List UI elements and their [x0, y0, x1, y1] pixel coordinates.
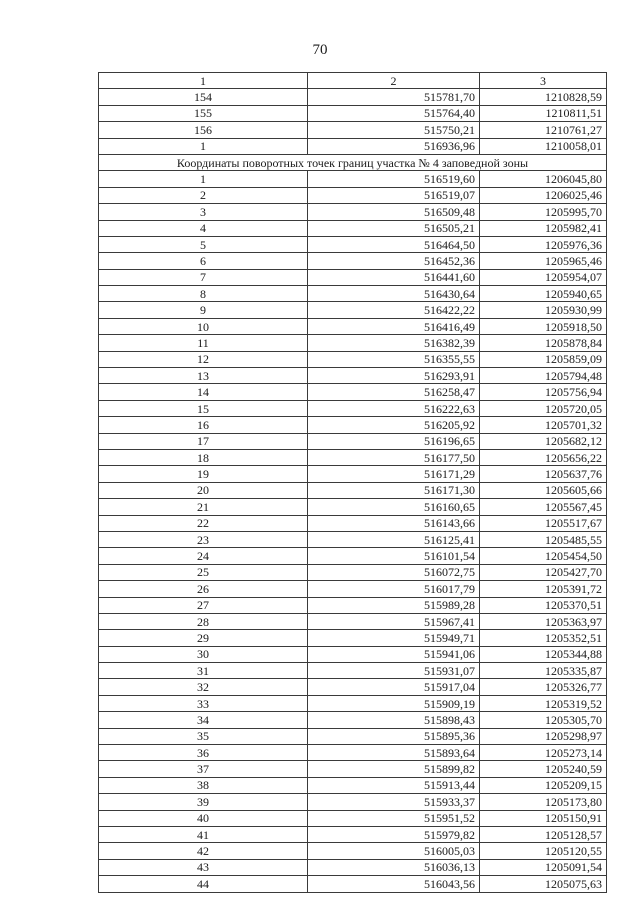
point-number-cell: 6: [99, 253, 308, 269]
table-row: [99, 122, 607, 138]
point-number-cell: 11: [99, 335, 308, 351]
table-row: [99, 89, 607, 105]
table-row: [99, 449, 607, 465]
section-title-row: [99, 154, 607, 170]
table-row: [99, 531, 607, 547]
x-coordinate-cell: 516160,65: [308, 499, 480, 515]
y-coordinate-cell: 1205075,63: [480, 876, 607, 892]
y-coordinate-cell: 1205517,67: [480, 515, 607, 531]
x-coordinate-cell: 516101,54: [308, 548, 480, 564]
y-coordinate-cell: 1205305,70: [480, 712, 607, 728]
point-number-cell: 44: [99, 876, 308, 892]
point-number-cell: 18: [99, 449, 308, 465]
x-coordinate-cell: 516441,60: [308, 269, 480, 285]
y-coordinate-cell: 1205701,32: [480, 417, 607, 433]
x-coordinate-cell: 515893,64: [308, 745, 480, 761]
y-coordinate-cell: 1206045,80: [480, 171, 607, 187]
coordinates-table-body: [99, 73, 607, 893]
table-row: [99, 204, 607, 220]
x-coordinate-cell: 516177,50: [308, 449, 480, 465]
point-number-cell: 27: [99, 597, 308, 613]
x-coordinate-cell: 516519,60: [308, 171, 480, 187]
x-coordinate-cell: 516171,30: [308, 482, 480, 498]
point-number-cell: 21: [99, 499, 308, 515]
y-coordinate-cell: 1205605,66: [480, 482, 607, 498]
point-number-cell: 16: [99, 417, 308, 433]
y-coordinate-cell: 1205918,50: [480, 318, 607, 334]
table-row: [99, 515, 607, 531]
x-coordinate-cell: 516452,36: [308, 253, 480, 269]
point-number-cell: 19: [99, 466, 308, 482]
y-coordinate-cell: 1205656,22: [480, 449, 607, 465]
x-coordinate-cell: 516355,55: [308, 351, 480, 367]
point-number-cell: 29: [99, 630, 308, 646]
y-coordinate-cell: 1205976,36: [480, 236, 607, 252]
y-coordinate-cell: 1205120,55: [480, 843, 607, 859]
point-number-cell: 36: [99, 745, 308, 761]
y-coordinate-cell: 1206025,46: [480, 187, 607, 203]
x-coordinate-cell: 516258,47: [308, 384, 480, 400]
y-coordinate-cell: 1205128,57: [480, 826, 607, 842]
y-coordinate-cell: 1205930,99: [480, 302, 607, 318]
point-number-cell: 20: [99, 482, 308, 498]
x-coordinate-cell: 515898,43: [308, 712, 480, 728]
table-row: [99, 548, 607, 564]
y-coordinate-cell: 1210761,27: [480, 122, 607, 138]
y-coordinate-cell: 1205427,70: [480, 564, 607, 580]
point-number-cell: 37: [99, 761, 308, 777]
x-coordinate-cell: 515764,40: [308, 105, 480, 121]
x-coordinate-cell: 515895,36: [308, 728, 480, 744]
table-row: [99, 466, 607, 482]
x-coordinate-cell: 516036,13: [308, 859, 480, 875]
table-row: [99, 138, 607, 154]
table-row: [99, 777, 607, 793]
x-coordinate-cell: 515949,71: [308, 630, 480, 646]
table-row: [99, 646, 607, 662]
table-row: [99, 679, 607, 695]
table-row: [99, 105, 607, 121]
x-coordinate-cell: 515979,82: [308, 826, 480, 842]
point-number-cell: 40: [99, 810, 308, 826]
y-coordinate-cell: 1205091,54: [480, 859, 607, 875]
y-coordinate-cell: 1205756,94: [480, 384, 607, 400]
y-coordinate-cell: 1205273,14: [480, 745, 607, 761]
y-coordinate-cell: 1205298,97: [480, 728, 607, 744]
y-coordinate-cell: 1210828,59: [480, 89, 607, 105]
point-number-cell: 42: [99, 843, 308, 859]
x-coordinate-cell: 515899,82: [308, 761, 480, 777]
x-coordinate-cell: 516005,03: [308, 843, 480, 859]
table-row: [99, 859, 607, 875]
point-number-cell: 34: [99, 712, 308, 728]
x-coordinate-cell: 516072,75: [308, 564, 480, 580]
y-coordinate-cell: 1210058,01: [480, 138, 607, 154]
point-number-cell: 5: [99, 236, 308, 252]
point-number-cell: 24: [99, 548, 308, 564]
table-row: [99, 368, 607, 384]
table-row: [99, 695, 607, 711]
x-coordinate-cell: 516043,56: [308, 876, 480, 892]
x-coordinate-cell: 516505,21: [308, 220, 480, 236]
y-coordinate-cell: 1205352,51: [480, 630, 607, 646]
table-row: [99, 826, 607, 842]
x-coordinate-cell: 516293,91: [308, 368, 480, 384]
table-row: [99, 335, 607, 351]
point-number-cell: 43: [99, 859, 308, 875]
x-coordinate-cell: 515781,70: [308, 89, 480, 105]
point-number-cell: 17: [99, 433, 308, 449]
y-coordinate-cell: 1205982,41: [480, 220, 607, 236]
y-coordinate-cell: 1205965,46: [480, 253, 607, 269]
point-number-cell: 22: [99, 515, 308, 531]
x-coordinate-cell: 516125,41: [308, 531, 480, 547]
x-coordinate-cell: 516222,63: [308, 400, 480, 416]
table-row: [99, 876, 607, 892]
y-coordinate-cell: 1205326,77: [480, 679, 607, 695]
y-coordinate-cell: 1205485,55: [480, 531, 607, 547]
point-number-cell: 32: [99, 679, 308, 695]
y-coordinate-cell: 1205391,72: [480, 581, 607, 597]
y-coordinate-cell: 1205859,09: [480, 351, 607, 367]
table-row: [99, 745, 607, 761]
point-number-cell: 1: [99, 171, 308, 187]
table-row: [99, 187, 607, 203]
point-number-cell: 28: [99, 613, 308, 629]
x-coordinate-cell: 516171,29: [308, 466, 480, 482]
column-header: 1: [99, 73, 308, 89]
table-header-row: [99, 73, 607, 89]
x-coordinate-cell: 516509,48: [308, 204, 480, 220]
x-coordinate-cell: 516416,49: [308, 318, 480, 334]
x-coordinate-cell: 516382,39: [308, 335, 480, 351]
x-coordinate-cell: 516196,65: [308, 433, 480, 449]
point-number-cell: 8: [99, 286, 308, 302]
table-row: [99, 384, 607, 400]
table-row: [99, 761, 607, 777]
table-row: [99, 663, 607, 679]
y-coordinate-cell: 1205720,05: [480, 400, 607, 416]
x-coordinate-cell: 516205,92: [308, 417, 480, 433]
table-row: [99, 728, 607, 744]
table-row: [99, 630, 607, 646]
x-coordinate-cell: 516143,66: [308, 515, 480, 531]
y-coordinate-cell: 1205637,76: [480, 466, 607, 482]
point-number-cell: 30: [99, 646, 308, 662]
x-coordinate-cell: 515917,04: [308, 679, 480, 695]
point-number-cell: 4: [99, 220, 308, 236]
y-coordinate-cell: 1205682,12: [480, 433, 607, 449]
table-row: [99, 433, 607, 449]
table-row: [99, 843, 607, 859]
page-number: 70: [312, 42, 328, 58]
x-coordinate-cell: 515967,41: [308, 613, 480, 629]
table-row: [99, 318, 607, 334]
table-row: [99, 400, 607, 416]
point-number-cell: 2: [99, 187, 308, 203]
x-coordinate-cell: 515909,19: [308, 695, 480, 711]
table-row: [99, 794, 607, 810]
table-row: [99, 236, 607, 252]
point-number-cell: 35: [99, 728, 308, 744]
x-coordinate-cell: 515933,37: [308, 794, 480, 810]
table-row: [99, 712, 607, 728]
point-number-cell: 1: [99, 138, 308, 154]
table-row: [99, 253, 607, 269]
point-number-cell: 7: [99, 269, 308, 285]
coordinates-table: [98, 72, 607, 893]
table-row: [99, 597, 607, 613]
point-number-cell: 38: [99, 777, 308, 793]
table-row: [99, 171, 607, 187]
x-coordinate-cell: 516936,96: [308, 138, 480, 154]
y-coordinate-cell: 1210811,51: [480, 105, 607, 121]
y-coordinate-cell: 1205567,45: [480, 499, 607, 515]
point-number-cell: 31: [99, 663, 308, 679]
y-coordinate-cell: 1205794,48: [480, 368, 607, 384]
y-coordinate-cell: 1205454,50: [480, 548, 607, 564]
point-number-cell: 9: [99, 302, 308, 318]
table-row: [99, 499, 607, 515]
x-coordinate-cell: 516422,22: [308, 302, 480, 318]
x-coordinate-cell: 515931,07: [308, 663, 480, 679]
table-row: [99, 286, 607, 302]
point-number-cell: 23: [99, 531, 308, 547]
x-coordinate-cell: 516519,07: [308, 187, 480, 203]
point-number-cell: 41: [99, 826, 308, 842]
x-coordinate-cell: 516430,64: [308, 286, 480, 302]
y-coordinate-cell: 1205335,87: [480, 663, 607, 679]
y-coordinate-cell: 1205240,59: [480, 761, 607, 777]
point-number-cell: 39: [99, 794, 308, 810]
table-row: [99, 613, 607, 629]
point-number-cell: 14: [99, 384, 308, 400]
y-coordinate-cell: 1205150,91: [480, 810, 607, 826]
point-number-cell: 33: [99, 695, 308, 711]
x-coordinate-cell: 515913,44: [308, 777, 480, 793]
table-row: [99, 482, 607, 498]
point-number-cell: 26: [99, 581, 308, 597]
point-number-cell: 10: [99, 318, 308, 334]
point-number-cell: 156: [99, 122, 308, 138]
y-coordinate-cell: 1205878,84: [480, 335, 607, 351]
y-coordinate-cell: 1205995,70: [480, 204, 607, 220]
point-number-cell: 155: [99, 105, 308, 121]
y-coordinate-cell: 1205370,51: [480, 597, 607, 613]
point-number-cell: 3: [99, 204, 308, 220]
table-row: [99, 564, 607, 580]
point-number-cell: 12: [99, 351, 308, 367]
x-coordinate-cell: 516017,79: [308, 581, 480, 597]
x-coordinate-cell: 515989,28: [308, 597, 480, 613]
section-title: Координаты поворотных точек границ участка № 4 заповедной зоны: [99, 154, 607, 170]
table-row: [99, 810, 607, 826]
point-number-cell: 154: [99, 89, 308, 105]
table-row: [99, 351, 607, 367]
x-coordinate-cell: 516464,50: [308, 236, 480, 252]
y-coordinate-cell: 1205344,88: [480, 646, 607, 662]
x-coordinate-cell: 515941,06: [308, 646, 480, 662]
table-row: [99, 269, 607, 285]
point-number-cell: 25: [99, 564, 308, 580]
table-row: [99, 220, 607, 236]
y-coordinate-cell: 1205954,07: [480, 269, 607, 285]
point-number-cell: 15: [99, 400, 308, 416]
y-coordinate-cell: 1205319,52: [480, 695, 607, 711]
y-coordinate-cell: 1205363,97: [480, 613, 607, 629]
point-number-cell: 13: [99, 368, 308, 384]
y-coordinate-cell: 1205940,65: [480, 286, 607, 302]
column-header: 2: [308, 73, 480, 89]
y-coordinate-cell: 1205209,15: [480, 777, 607, 793]
x-coordinate-cell: 515750,21: [308, 122, 480, 138]
column-header: 3: [480, 73, 607, 89]
table-row: [99, 302, 607, 318]
table-row: [99, 417, 607, 433]
y-coordinate-cell: 1205173,80: [480, 794, 607, 810]
x-coordinate-cell: 515951,52: [308, 810, 480, 826]
table-row: [99, 581, 607, 597]
